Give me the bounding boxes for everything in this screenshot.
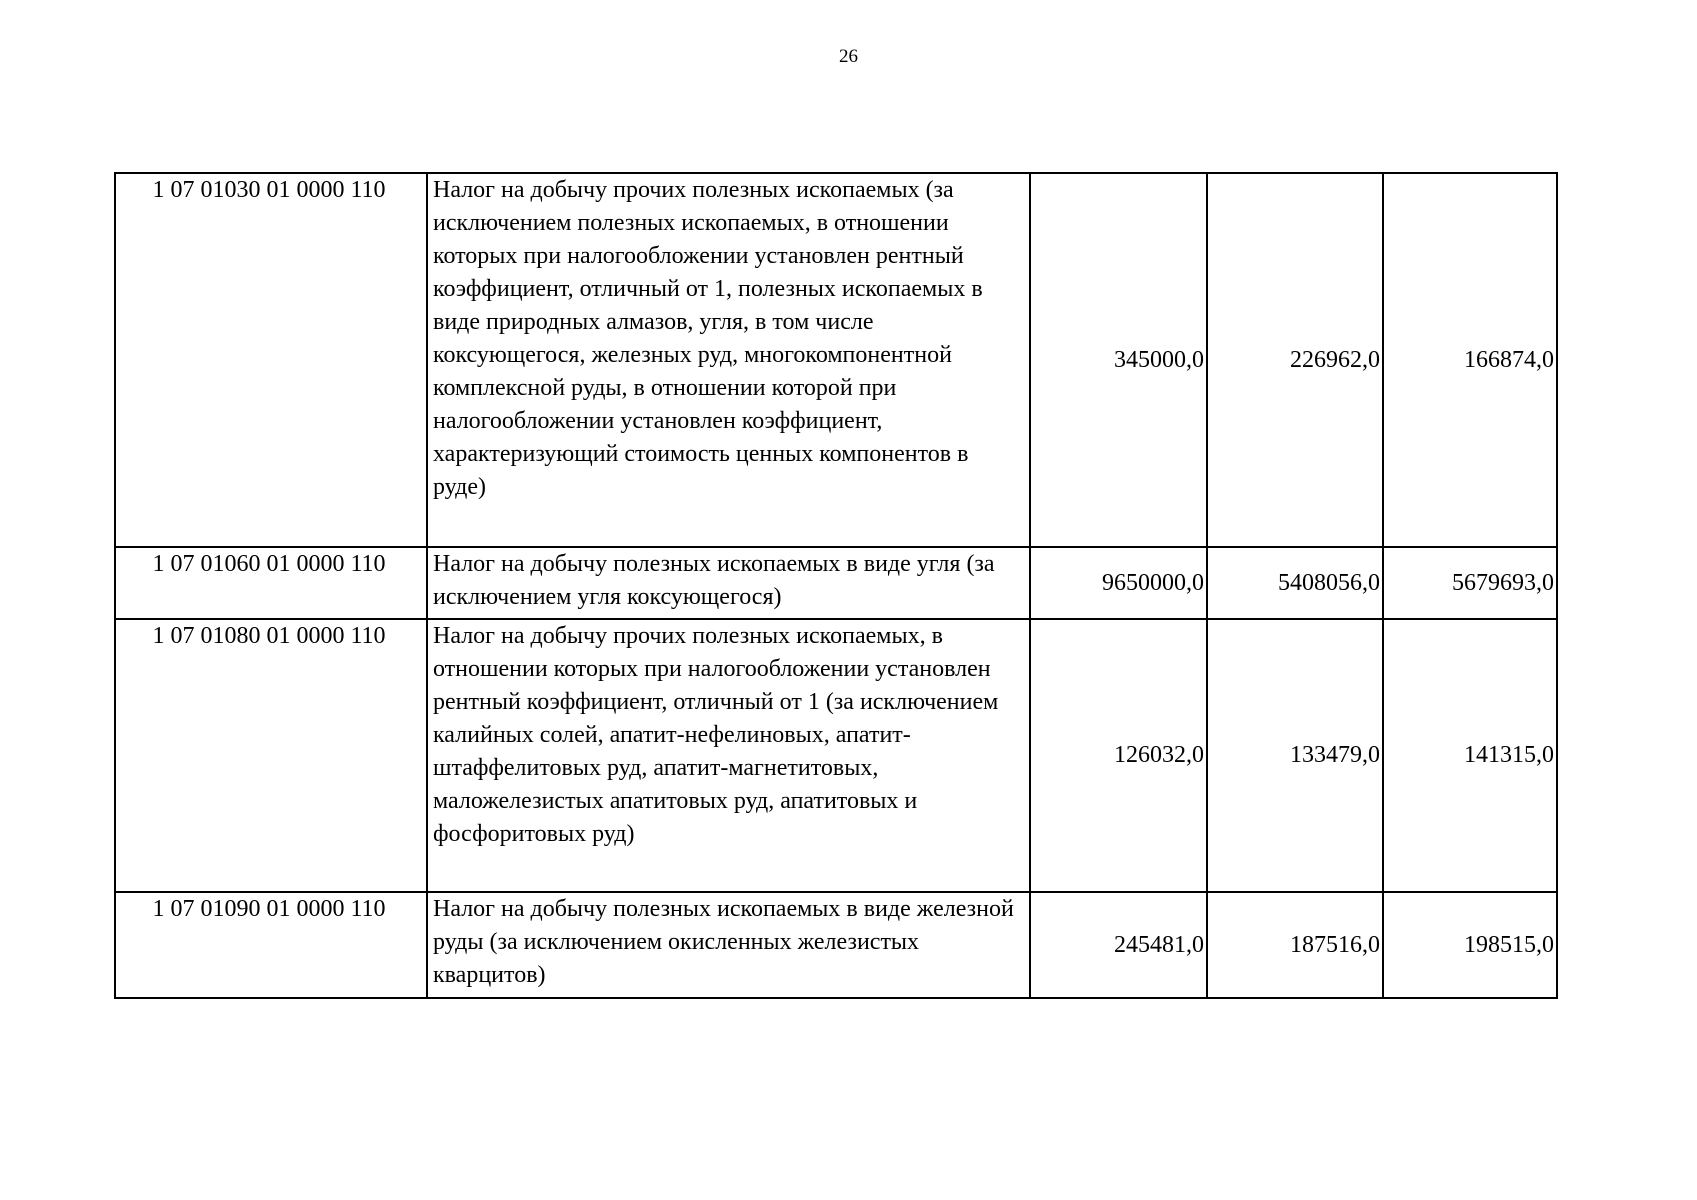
budget-code-cell: 1 07 01090 01 0000 110 [115, 892, 427, 998]
value-cell-3: 141315,0 [1383, 619, 1557, 892]
page-number: 26 [839, 46, 858, 67]
table-row [115, 892, 1557, 998]
value-cell-2: 5408056,0 [1207, 547, 1383, 619]
budget-code-cell: 1 07 01030 01 0000 110 [115, 173, 427, 547]
budget-code-cell: 1 07 01080 01 0000 110 [115, 619, 427, 892]
table-row [115, 547, 1557, 619]
value-cell-2: 226962,0 [1207, 173, 1383, 547]
value-cell-1: 245481,0 [1030, 892, 1207, 998]
value-cell-1: 345000,0 [1030, 173, 1207, 547]
value-cell-3: 166874,0 [1383, 173, 1557, 547]
revenue-table [114, 172, 1558, 999]
revenue-name-cell: Налог на добычу прочих полезных ископаемых (за исключением полезных ископаемых, в отношении которых при налогообложении установлен рентный коэффициент, отличный от 1, полезных ископаемых в виде природных алмазов, угля, в том числе коксующегося, железных руд, многокомпонентной комплексной руды, в отношении которой при налогообложении установлен коэффициент, характеризующий стоимость ценных компонентов в руде) [427, 173, 1030, 547]
value-cell-1: 126032,0 [1030, 619, 1207, 892]
revenue-name-cell: Налог на добычу прочих полезных ископаемых, в отношении которых при налогообложении установлен рентный коэффициент, отличный от 1 (за исключением калийных солей, апатит-нефелиновых, апатит-штаффелитовых руд, апатит-магнетитовых, маложелезистых апатитовых руд, апатитовых и фосфоритовых руд) [427, 619, 1030, 892]
value-cell-2: 187516,0 [1207, 892, 1383, 998]
budget-code-cell: 1 07 01060 01 0000 110 [115, 547, 427, 619]
value-cell-2: 133479,0 [1207, 619, 1383, 892]
value-cell-1: 9650000,0 [1030, 547, 1207, 619]
value-cell-3: 198515,0 [1383, 892, 1557, 998]
table-row [115, 173, 1557, 547]
revenue-name-cell: Налог на добычу полезных ископаемых в виде угля (за исключением угля коксующегося) [427, 547, 1030, 619]
value-cell-3: 5679693,0 [1383, 547, 1557, 619]
revenue-name-cell: Налог на добычу полезных ископаемых в виде железной руды (за исключением окисленных железистых кварцитов) [427, 892, 1030, 998]
table-row [115, 619, 1557, 892]
